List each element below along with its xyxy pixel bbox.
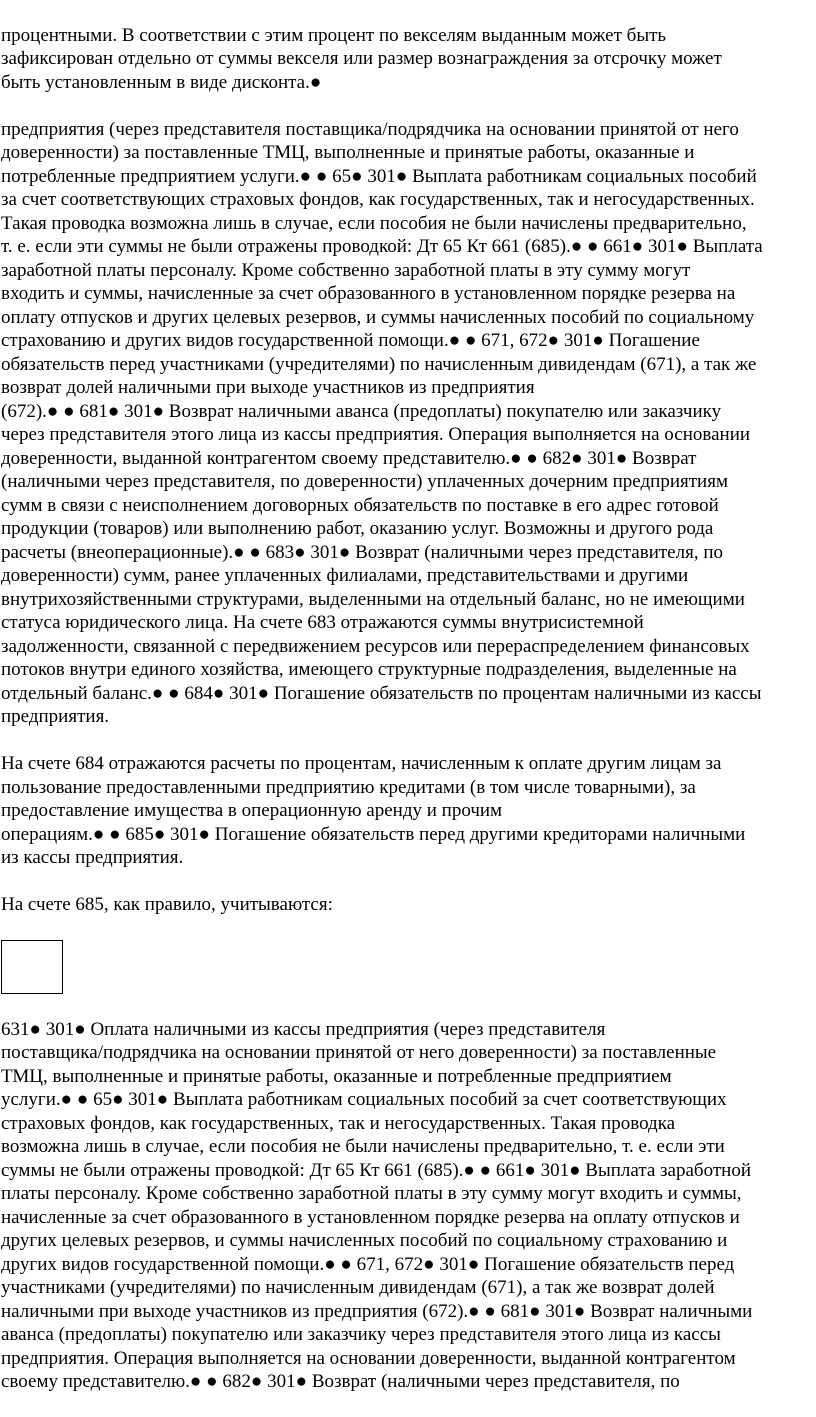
paragraph-2: предприятия (через представителя поставщика/подрядчика на основании принятой от него доверенности) за поставленные ТМЦ, выполненные и принятые работы, оказанные и потребленные предприятием услуги.● ● 65● 301● Выплата работникам социальных пособий за счет соответствующих страховых фондов, как государственных, так и негосударственных. Такая проводка возможна лишь в случае, если пособия не были начислены предварительно, т. е. если эти суммы не были отражены проводкой: Дт 65 Кт 661 (685).● ● 661● 301● Выплата заработной платы персоналу. Кроме собственно заработной платы в эту сумму могут входить и суммы, начисленные за счет образованного в установленном порядке резерва на оплату отпусков и других целевых резервов, и суммы начисленных пособий по социальному страхованию и других видов государственной помощи.● ● 671, 672● 301● Погашение обязательств перед участниками (учредителями) по начисленным дивидендам (671), а так же возврат долей наличными при выходе участников из предприятия (672).● ● 681● 301● Возврат наличными аванса (предоплаты) покупателю или заказчику через представителя этого лица из кассы предприятия. Операция выполняется на основании доверенности, выданной контрагентом своему представителю.● ● 682● 301● Возврат (наличными через представителя, по доверенности) уплаченных дочерним предприятиям сумм в связи с неисполнением договорных обязательств по поставке в его адрес готовой продукции (товаров) или выполнению работ, оказанию услуг. Возможны и другого рода расчеты (внеоперационные).● ● 683● 301● Возврат (наличными через представителя, по доверенности) сумм, ранее уплаченных филиалами, представительствами и другими внутрихозяйственными структурами, выделенными на отдельный баланс, но не имеющими статуса юридического лица. На счете 683 отражаются суммы внутрисистемной задолженности, связанной с передвижением ресурсов или перераспределением финансовых потоков внутри единого хозяйства, имеющего структурные подразделения, выделенные на отдельный баланс.● ● 684● 301● Погашение обязательств по процентам наличными из кассы предприятия. — [1, 118, 763, 727]
empty-image-placeholder — [1, 940, 63, 994]
paragraph-3: На счете 684 отражаются расчеты по процентам, начисленным к оплате другим лицам за пользование предоставленными предприятию кредитами (в том числе товарными), за предоставление имущества в операционную аренду и прочим операциям.● ● 685● 301● Погашение обязательств перед другими кредиторами наличными из кассы предприятия. — [1, 753, 746, 868]
paragraph-5: 631● 301● Оплата наличными из кассы предприятия (через представителя поставщика/подрядчика на основании принятой от него доверенности) за поставленные ТМЦ, выполненные и принятые работы, оказанные и потребленные предприятием услуги.● ● 65● 301● Выплата работникам социальных пособий за счет соответствующих страховых фондов, как государственных, так и негосударственных. Такая проводка возможна лишь в случае, если пособия не были начислены предварительно, т. е. если эти суммы не были отражены проводкой: Дт 65 Кт 661 (685).● ● 661● 301● Выплата заработной платы персоналу. Кроме собственно заработной платы в эту сумму могут входить и суммы, начисленные за счет образованного в установленном порядке резерва на оплату отпусков и других целевых резервов, и суммы начисленных пособий по социальному страхованию и других видов государственной помощи.● ● 671, 672● 301● Погашение обязательств перед участниками (учредителями) по начисленным дивидендам (671), а так же возврат долей наличными при выходе участников из предприятия (672).● ● 681● 301● Возврат наличными аванса (предоплаты) покупателю или заказчику через представителя этого лица из кассы предприятия. Операция выполняется на основании доверенности, выданной контрагентом своему представителю.● ● 682● 301● Возврат (наличными через представителя, по — [1, 1018, 753, 1392]
paragraph-1: процентными. В соответствии с этим процент по векселям выданным может быть зафиксирован отдельно от суммы векселя или размер вознаграждения за отсрочку может быть установленным в виде дисконта.● — [1, 24, 722, 93]
paragraph-4: На счете 685, как правило, учитываются: — [1, 894, 333, 915]
